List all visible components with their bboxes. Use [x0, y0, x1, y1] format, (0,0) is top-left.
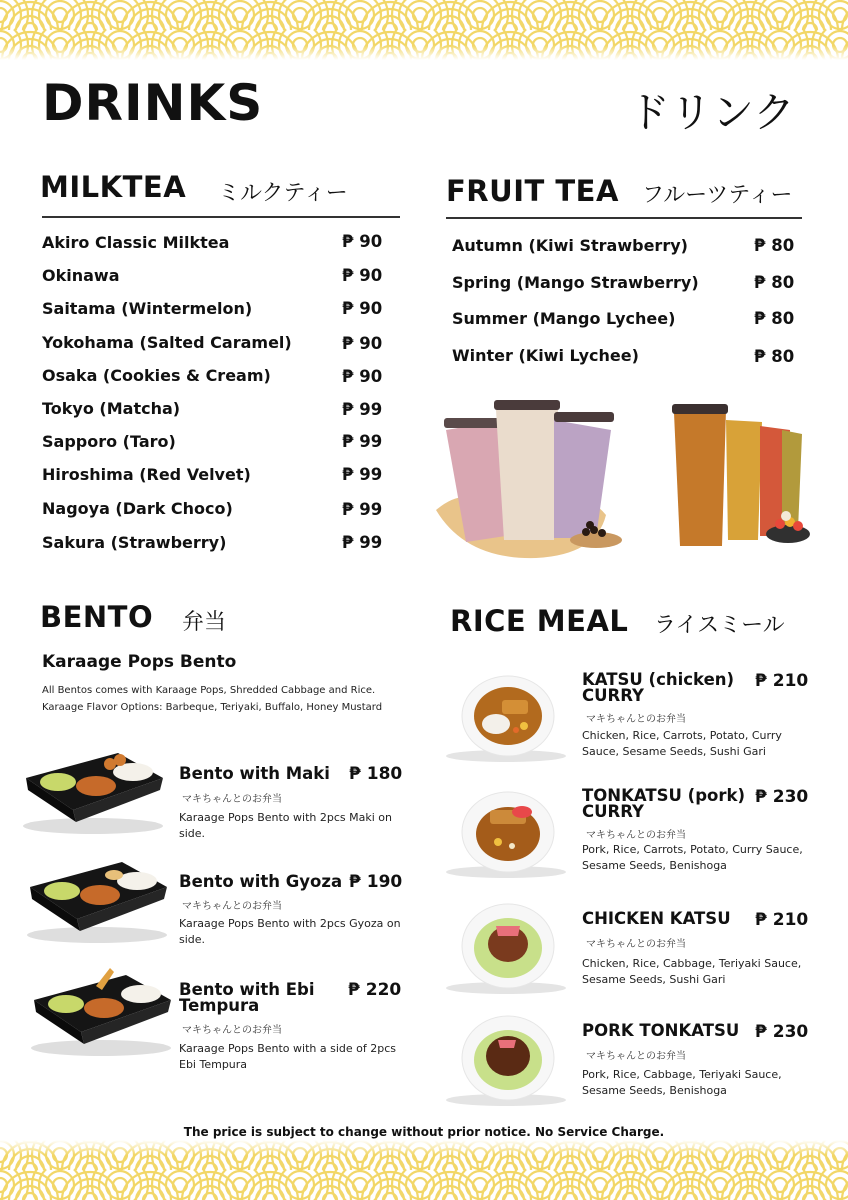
bento-note-1: All Bentos comes with Karaage Pops, Shredded Cabbage and Rice.: [42, 685, 376, 696]
page-title-jp: ドリンク: [628, 88, 796, 137]
rice-item-desc: Pork, Rice, Carrots, Potato, Curry Sauce, Sesame Seeds, Benishoga: [582, 843, 803, 872]
fruit-tea-cups-image: [664, 398, 834, 558]
rice-item-jp: マキちゃんとのお弁当: [586, 939, 686, 950]
milktea-cups-image: [426, 390, 636, 570]
list-item: Winter (Kiwi Lychee): [452, 346, 639, 365]
bento-ebi-tempura-image: [26, 966, 176, 1056]
list-item: Sapporo (Taro): [42, 432, 176, 451]
item-price: ₱ 90: [342, 266, 383, 285]
pork-tonkatsu-image: [440, 1008, 570, 1108]
rice-item-price: ₱ 230: [755, 787, 809, 807]
item-price: ₱ 90: [342, 367, 383, 386]
list-item: Summer (Mango Lychee): [452, 309, 676, 328]
rice-item-price: ₱ 230: [755, 1022, 809, 1042]
rice-item-price: ₱ 210: [755, 910, 809, 930]
item-price: ₱ 80: [754, 236, 795, 255]
bento-note-2: Karaage Flavor Options: Barbeque, Teriyaki, Buffalo, Honey Mustard: [42, 702, 383, 713]
list-item: Spring (Mango Strawberry): [452, 273, 699, 292]
bento-subtitle: Karaage Pops Bento: [42, 652, 237, 672]
list-item: Hiroshima (Red Velvet): [42, 465, 251, 484]
rice-item-jp: マキちゃんとのお弁当: [586, 714, 686, 725]
rice-item-name: PORK TONKATSU: [582, 1021, 740, 1040]
bento-item-name: Bento with Ebi Tempura: [179, 980, 315, 1015]
list-item: Sakura (Strawberry): [42, 533, 227, 552]
milktea-title-jp: ミルクティー: [218, 181, 348, 206]
bento-item-desc: Karaage Pops Bento with 2pcs Gyoza on side.: [179, 917, 401, 946]
list-item: Tokyo (Matcha): [42, 399, 181, 418]
bento-item-desc: Karaage Pops Bento with 2pcs Maki on side.: [179, 811, 392, 840]
bento-item-price: ₱ 190: [349, 872, 403, 892]
list-item: Autumn (Kiwi Strawberry): [452, 236, 688, 255]
seigaiha-pattern-top: [0, 0, 848, 60]
milktea-divider: [42, 216, 400, 218]
rice-item-desc: Chicken, Rice, Carrots, Potato, Curry Sauce, Sesame Seeds, Sushi Gari: [582, 729, 782, 758]
bento-maki-image: [18, 748, 168, 834]
item-price: ₱ 90: [342, 299, 383, 318]
rice-item-desc: Pork, Rice, Cabbage, Teriyaki Sauce, Sesame Seeds, Benishoga: [582, 1068, 782, 1097]
fruit-tea-title: FRUIT TEA: [446, 174, 619, 208]
bento-item-jp: マキちゃんとのお弁当: [182, 901, 282, 912]
bento-item-price: ₱ 180: [349, 764, 403, 784]
item-price: ₱ 80: [754, 273, 795, 292]
rice-item-price: ₱ 210: [755, 671, 809, 691]
bento-item-desc: Karaage Pops Bento with a side of 2pcs Ebi Tempura: [179, 1042, 396, 1071]
item-price: ₱ 90: [342, 232, 383, 251]
katsu-curry-image: [440, 670, 570, 764]
list-item: Osaka (Cookies & Cream): [42, 366, 271, 385]
bento-title-jp: 弁当: [182, 610, 227, 635]
fruit-tea-divider: [446, 217, 802, 219]
bento-item-name: Bento with Gyoza: [179, 872, 343, 891]
price-notice: The price is subject to change without prior notice. No Service Charge.: [183, 1125, 665, 1139]
list-item: Akiro Classic Milktea: [42, 233, 230, 252]
rice-meal-title-jp: ライスミール: [654, 613, 785, 638]
rice-item-name: TONKATSU (pork) CURRY: [582, 786, 745, 821]
rice-item-name: KATSU (chicken) CURRY: [582, 670, 735, 705]
item-price: ₱ 80: [754, 309, 795, 328]
bento-item-jp: マキちゃんとのお弁当: [182, 1025, 282, 1036]
rice-item-name: CHICKEN KATSU: [582, 909, 731, 928]
list-item: Okinawa: [42, 266, 120, 285]
seigaiha-pattern-bottom: [0, 1140, 848, 1200]
rice-item-jp: マキちゃんとのお弁当: [586, 1051, 686, 1062]
bento-item-jp: マキちゃんとのお弁当: [182, 794, 282, 805]
bento-title: BENTO: [40, 600, 154, 634]
item-price: ₱ 99: [342, 533, 383, 552]
item-price: ₱ 99: [342, 465, 383, 484]
rice-meal-title: RICE MEAL: [450, 604, 629, 638]
bento-item-price: ₱ 220: [348, 980, 402, 1000]
top-wave-pattern: [0, 0, 848, 60]
page-title: DRINKS: [42, 74, 264, 132]
chicken-katsu-image: [440, 896, 570, 996]
item-price: ₱ 99: [342, 400, 383, 419]
bento-gyoza-image: [22, 857, 172, 943]
bento-item-name: Bento with Maki: [179, 764, 330, 783]
milktea-title: MILKTEA: [40, 170, 187, 204]
list-item: Nagoya (Dark Choco): [42, 499, 233, 518]
rice-item-jp: マキちゃんとのお弁当: [586, 830, 686, 841]
list-item: Yokohama (Salted Caramel): [42, 333, 292, 352]
rice-item-desc: Chicken, Rice, Cabbage, Teriyaki Sauce, Sesame Seeds, Sushi Gari: [582, 957, 802, 986]
item-price: ₱ 99: [342, 432, 383, 451]
list-item: Saitama (Wintermelon): [42, 299, 253, 318]
item-price: ₱ 99: [342, 500, 383, 519]
item-price: ₱ 80: [754, 347, 795, 366]
fruit-tea-title-jp: フルーツティー: [642, 183, 793, 208]
bottom-wave-pattern: [0, 1140, 848, 1200]
tonkatsu-curry-image: [440, 786, 570, 880]
item-price: ₱ 90: [342, 334, 383, 353]
